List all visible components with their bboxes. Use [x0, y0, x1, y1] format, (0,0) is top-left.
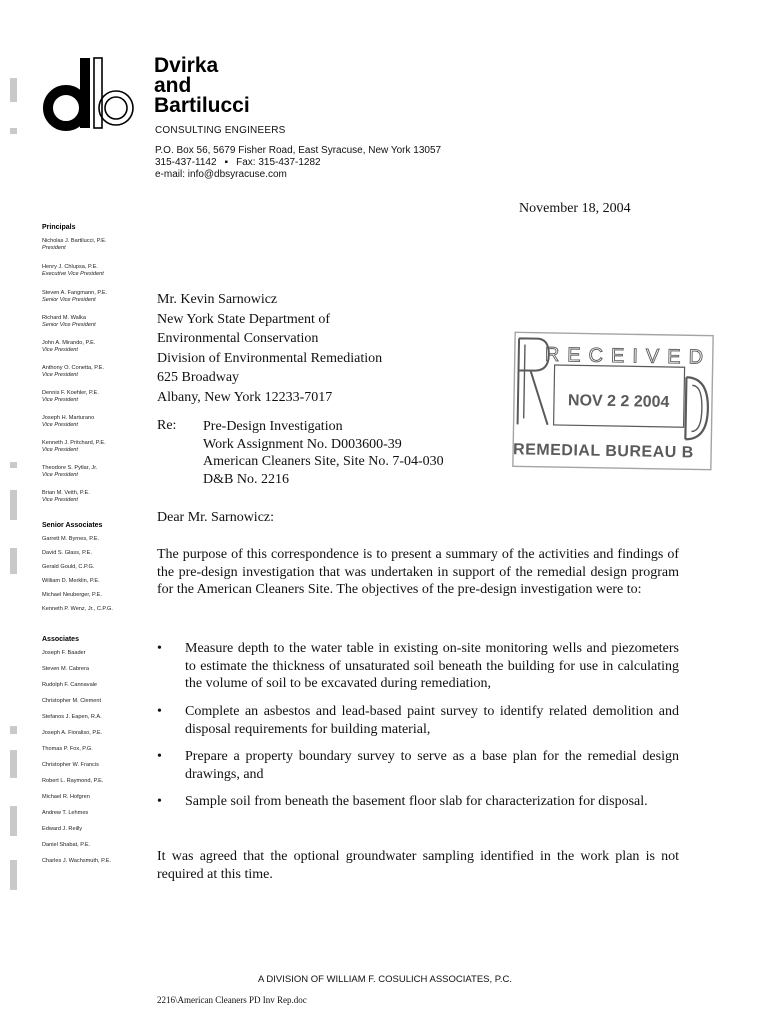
- stamp-bureau: REMEDIAL BUREAU B: [512, 441, 694, 462]
- staff-entry: Joseph A. Fioraliso, P.E.: [42, 730, 103, 736]
- staff-entry: Kenneth J. Pritchard, P.E. Vice President: [42, 440, 106, 453]
- paragraph-intro: The purpose of this correspondence is to present a summary of the activities and findings of the pre-design investigation that was undertaken in support of the remedial design program for the American Cleaners Site. The objectives of the pre-design investigation were to:: [157, 547, 679, 598]
- firm-logo: [32, 50, 146, 134]
- staff-entry: John A. Mirando, P.E. Vice President: [42, 340, 96, 353]
- recipient-line: Division of Environmental Remediation: [157, 350, 383, 366]
- staff-entry: Andrew T. Lehmes: [42, 810, 89, 816]
- recipient-line: New York State Department of: [157, 311, 331, 327]
- salutation: Dear Mr. Sarnowicz:: [157, 510, 275, 525]
- staff-entry: Nicholas J. Bartilucci, P.E. President: [42, 238, 107, 251]
- staff-entry: Christopher M. Clement: [42, 698, 102, 704]
- re-label: Re:: [157, 418, 177, 433]
- staff-entry: Garrett M. Byrnes, P.E.: [42, 536, 100, 542]
- senior-associates-heading: Senior Associates: [42, 522, 103, 529]
- re-subject: [203, 418, 444, 488]
- staff-entry: Thomas P. Fox, P.G.: [42, 746, 93, 752]
- footer-division: A DIVISION OF WILLIAM F. COSULICH ASSOCIATES, P.C.: [257, 974, 513, 985]
- senior-associates-list: [42, 536, 113, 620]
- separator-bullet: ▪: [224, 157, 229, 168]
- staff-entry: Steven M. Cabrera: [42, 666, 89, 672]
- bullet-item: • Measure depth to the water table in existing on-site monitoring wells and piezometers to estimate the thickness of unsaturated soil beneath the building for use in calculating the volume of soil to be excavated during remediation,: [157, 641, 679, 692]
- staff-entry: Joseph F. Baader: [42, 650, 86, 656]
- staff-entry: Brian M. Veith, P.E. Vice President: [42, 490, 90, 503]
- staff-entry: Anthony O. Conetta, P.E. Vice President: [42, 365, 105, 378]
- staff-entry: Gerald Gould, C.P.G.: [42, 564, 95, 570]
- staff-entry: Henry J. Chlupsa, P.E. Executive Vice President: [42, 264, 104, 277]
- firm-subtitle: CONSULTING ENGINEERS: [155, 125, 286, 136]
- bullet-icon: •: [157, 704, 162, 719]
- recipient-line: Mr. Kevin Sarnowicz: [157, 292, 278, 307]
- stamp-date: NOV 2 2 2004: [567, 392, 670, 411]
- bullet-icon: •: [157, 794, 162, 809]
- principals-list: [42, 238, 107, 512]
- bullet-icon: •: [157, 749, 162, 764]
- re-line: American Cleaners Site, Site No. 7-04-030: [203, 454, 444, 470]
- firm-email: e-mail: info@dbsyracuse.com: [155, 169, 287, 180]
- staff-entry: Michael R. Hofgren: [42, 794, 90, 800]
- paragraph-closing: It was agreed that the optional groundwater sampling identified in the work plan is not required at this time.: [157, 849, 679, 882]
- firm-name: [154, 56, 250, 116]
- staff-entry: Robert L. Raymond, P.E.: [42, 778, 104, 784]
- staff-entry: Dennis F. Koehler, P.E. Vice President: [42, 390, 99, 403]
- firm-address: P.O. Box 56, 5679 Fisher Road, East Syracuse, New York 13057: [155, 145, 442, 156]
- staff-entry: David S. Glass, P.E.: [42, 550, 92, 556]
- staff-entry: Kenneth P. Wenz, Jr., C.P.G.: [42, 606, 113, 612]
- re-line: D&B No. 2216: [203, 471, 289, 487]
- firm-name-line3: Bartilucci: [154, 94, 250, 117]
- staff-entry: Christopher W. Francis: [42, 762, 99, 768]
- staff-entry: Joseph H. Marturano Vice President: [42, 415, 95, 428]
- recipient-line: 625 Broadway: [157, 370, 240, 385]
- recipient-address: [157, 290, 382, 407]
- firm-name-line1: Dvirka: [154, 54, 219, 77]
- firm-phone: 315-437-1142: [155, 157, 217, 168]
- re-line: Pre-Design Investigation: [203, 419, 343, 434]
- staff-entry: Charles J. Wachsmuth, P.E.: [42, 858, 112, 864]
- firm-contact: [155, 145, 441, 181]
- staff-entry: William D. Merklin, P.E.: [42, 578, 100, 584]
- staff-entry: Stefanos J. Eapen, R.A.: [42, 714, 102, 720]
- staff-entry: Richard M. Walka Senior Vice President: [42, 315, 96, 328]
- staff-entry: Theodore S. Pytlar, Jr. Vice President: [42, 465, 98, 478]
- associates-list: [42, 650, 111, 874]
- received-stamp: [507, 324, 720, 478]
- staff-entry: Edward J. Reilly: [42, 826, 83, 832]
- principals-heading: Principals: [42, 224, 76, 231]
- firm-fax: Fax: 315-437-1282: [236, 157, 321, 168]
- staff-entry: Steven A. Fangmann, P.E. Senior Vice President: [42, 290, 108, 303]
- bullet-icon: •: [157, 641, 162, 656]
- recipient-line: Albany, New York 12233-7017: [157, 389, 333, 405]
- firm-name-line2: and: [154, 74, 192, 97]
- stamp-received: RECEIVED: [544, 343, 712, 369]
- associates-heading: Associates: [42, 636, 79, 643]
- staff-entry: Daniel Shabat, P.E.: [42, 842, 91, 848]
- letter-date: November 18, 2004: [519, 201, 631, 216]
- bullet-item: • Sample soil from beneath the basement floor slab for characterization for disposal.: [157, 794, 648, 809]
- file-path: 2216\American Cleaners PD Inv Rep.doc: [157, 995, 307, 1005]
- recipient-line: Environmental Conservation: [157, 331, 319, 346]
- re-line: Work Assignment No. D003600-39: [203, 436, 402, 452]
- bullet-item: • Prepare a property boundary survey to serve as a base plan for the remedial design drawings, and: [157, 749, 679, 782]
- staff-entry: Rudolph F. Cannavale: [42, 682, 98, 688]
- staff-entry: Michael Neuberger, P.E.: [42, 592, 102, 598]
- bullet-item: • Complete an asbestos and lead-based paint survey to identify related demolition and disposal requirements for building material,: [157, 704, 679, 737]
